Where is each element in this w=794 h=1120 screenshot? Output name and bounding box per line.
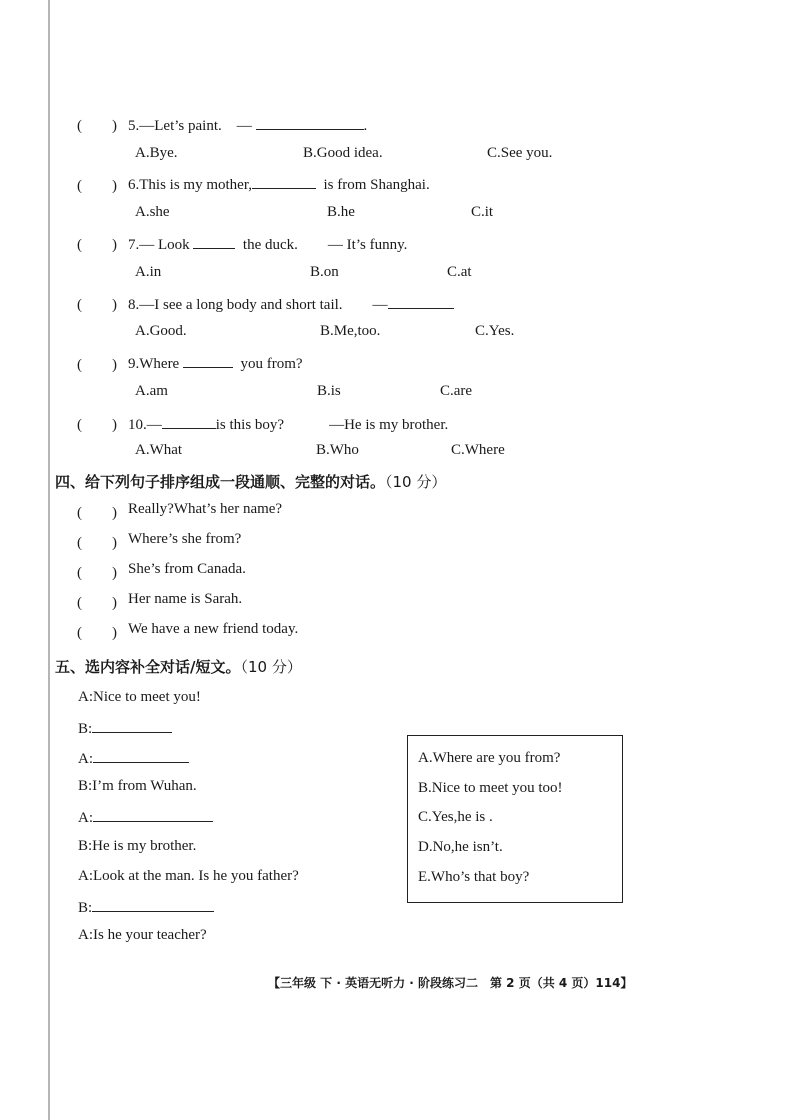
answer-blank[interactable] — [162, 414, 216, 429]
answer-paren: ( ) — [77, 505, 117, 521]
option-a: A.What — [135, 442, 183, 458]
question-text: —I see a long body and short tail. — — [139, 297, 388, 313]
answer-blank[interactable] — [252, 174, 316, 189]
option-b: B.is — [317, 383, 341, 399]
dialogue-line — [78, 748, 189, 768]
dialogue-line: A:Is he your teacher? — [78, 927, 207, 943]
option-a: A.in — [135, 264, 162, 280]
answer-paren: ( ) — [77, 357, 117, 373]
speaker-label: B: — [78, 721, 93, 737]
section-title: 四、给下列句子排序组成一段通顺、完整的对话。 — [55, 473, 386, 491]
option-a: A.Good. — [135, 323, 187, 339]
option-a: A.she — [135, 204, 170, 220]
option-c: C.at — [447, 264, 472, 280]
speaker-label: A: — [78, 751, 93, 767]
question-number: 9. — [128, 356, 140, 372]
answer-blank[interactable] — [183, 353, 233, 368]
dialogue-line: A:Nice to meet you! — [78, 689, 201, 705]
answer-blank[interactable] — [193, 234, 235, 249]
section-4-heading — [55, 471, 446, 492]
question-7 — [128, 233, 407, 254]
option-c: C.Where — [451, 442, 505, 458]
section-points: （10 分） — [240, 658, 302, 676]
answer-blank[interactable] — [256, 115, 364, 130]
option-a: A.Bye. — [135, 145, 178, 161]
answer-blank[interactable] — [92, 897, 214, 912]
answer-paren: ( ) — [77, 417, 117, 433]
answer-blank[interactable] — [93, 748, 189, 763]
question-number: 8. — [128, 297, 140, 313]
option-c: C.See you. — [487, 145, 553, 161]
answer-blank[interactable] — [93, 807, 213, 822]
dialogue-line — [78, 897, 214, 917]
answer-blank[interactable] — [388, 294, 454, 309]
box-option: C.Yes,he is . — [418, 809, 493, 825]
sentence-item: She’s from Canada. — [128, 561, 246, 577]
question-number: 10. — [128, 417, 147, 433]
question-number: 6. — [128, 177, 140, 193]
answer-paren: ( ) — [77, 178, 117, 194]
option-b: B.Good idea. — [303, 145, 383, 161]
speaker-label: A: — [78, 810, 93, 826]
box-option: D.No,he isn’t. — [418, 839, 503, 855]
section-5-heading — [55, 656, 302, 677]
option-b: B.on — [310, 264, 339, 280]
answer-paren: ( ) — [77, 595, 117, 611]
answer-paren: ( ) — [77, 535, 117, 551]
dialogue-line: A:Look at the man. Is he you father? — [78, 868, 299, 884]
question-text: Where — [139, 356, 180, 372]
answer-paren: ( ) — [77, 625, 117, 641]
question-text-end: is this boy? —He is my brother. — [215, 417, 449, 433]
sentence-item: Really?What’s her name? — [128, 501, 283, 517]
options-box — [407, 735, 623, 903]
answer-paren: ( ) — [77, 565, 117, 581]
option-b: B.Me,too. — [320, 323, 381, 339]
option-c: C.are — [440, 383, 473, 399]
question-9 — [128, 353, 303, 373]
answer-blank[interactable] — [92, 718, 172, 733]
question-number: 7. — [128, 237, 140, 253]
sentence-item: Where’s she from? — [128, 531, 242, 547]
question-text-end: is from Shanghai. — [323, 177, 430, 193]
box-option: A.Where are you from? — [418, 750, 561, 766]
page-footer: 【三年级 下 · 英语无听力 · 阶段练习二 第 2 页（共 4 页）114】 — [268, 976, 633, 990]
option-b: B.he — [327, 204, 355, 220]
dialogue-line: B:I’m from Wuhan. — [78, 778, 197, 794]
section-title: 五、选内容补全对话/短文。 — [55, 658, 241, 676]
question-text-end: you from? — [240, 356, 303, 372]
option-a: A.am — [135, 383, 168, 399]
question-8 — [128, 293, 454, 314]
section-points: （10 分） — [385, 473, 447, 491]
sentence-item: We have a new friend today. — [128, 621, 299, 637]
answer-paren: ( ) — [77, 118, 117, 134]
box-option: E.Who’s that boy? — [418, 869, 530, 885]
speaker-label: B: — [78, 900, 93, 916]
question-text-end: . — [363, 118, 368, 134]
question-number: 5. — [128, 118, 140, 134]
option-c: C.it — [471, 204, 494, 220]
option-b: B.Who — [316, 442, 359, 458]
page-edge-line — [48, 0, 50, 1120]
question-text: —Let’s paint. — — [139, 118, 252, 134]
box-option: B.Nice to meet you too! — [418, 780, 563, 796]
question-10 — [128, 413, 448, 434]
question-5 — [128, 114, 367, 135]
question-text: — — [146, 417, 162, 433]
dialogue-line: B:He is my brother. — [78, 838, 197, 854]
question-text: — Look — [139, 237, 190, 253]
answer-paren: ( ) — [77, 297, 117, 313]
dialogue-line — [78, 718, 172, 738]
sentence-item: Her name is Sarah. — [128, 591, 243, 607]
answer-paren: ( ) — [77, 237, 117, 253]
question-text: This is my mother, — [139, 177, 252, 193]
option-c: C.Yes. — [475, 323, 515, 339]
question-text-end: the duck. — It’s funny. — [242, 237, 408, 253]
question-6 — [128, 174, 430, 194]
dialogue-line — [78, 807, 213, 827]
